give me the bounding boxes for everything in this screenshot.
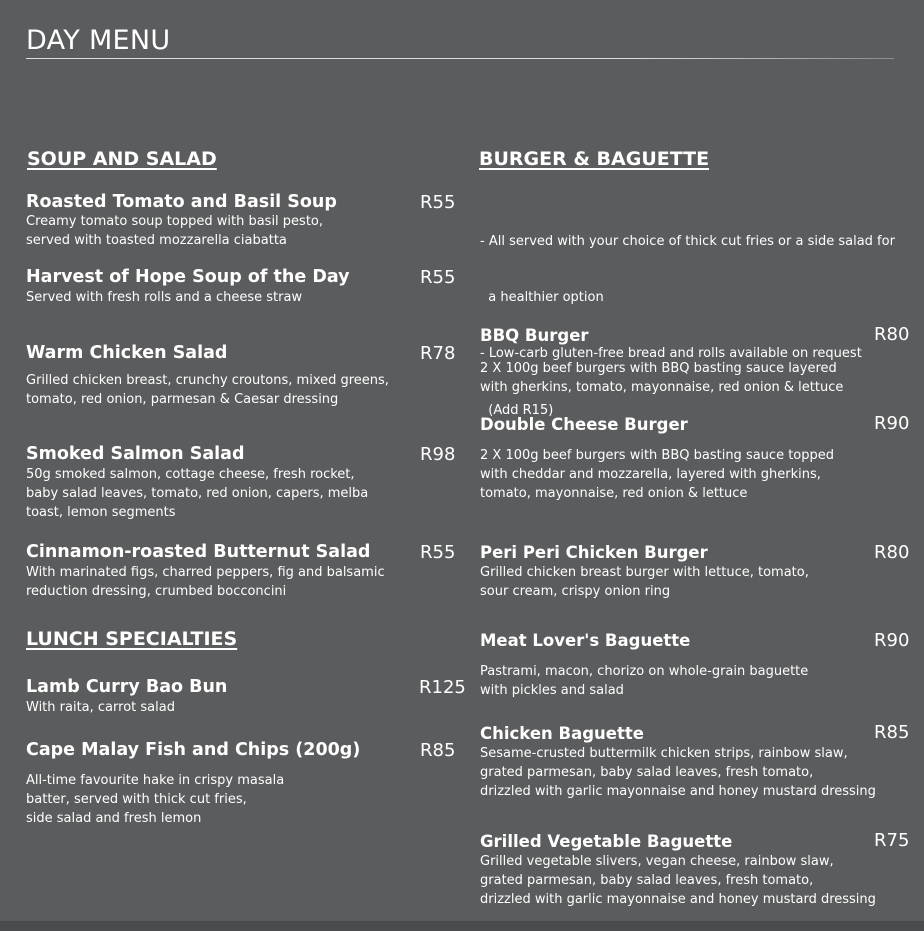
menu-note: - All served with your choice of thick cut fries or a side salad for a healthier option - Low-carb gluten-free bread and rolls available on request (Add R15) (480, 233, 895, 418)
menu-item-name: Roasted Tomato and Basil Soup (26, 192, 337, 212)
menu-item-description: With raita, carrot salad (26, 700, 175, 715)
menu-item-price: R55 (420, 542, 456, 563)
menu-item-description: With marinated figs, charred peppers, fig and balsamic reduction dressing, crumbed bocconcini (26, 565, 385, 599)
menu-item-price: R90 (874, 413, 910, 434)
menu-item-description: Pastrami, macon, chorizo on whole-grain baguette with pickles and salad (480, 664, 809, 698)
menu-item-description: Grilled chicken breast, crunchy croutons, mixed greens, tomato, red onion, parmesan & Caesar dressing (26, 373, 389, 407)
menu-item-price: R80 (874, 542, 910, 563)
menu-item-price: R55 (420, 267, 456, 288)
menu-item-description: 2 X 100g beef burgers with BBQ basting sauce layered with gherkins, tomato, mayonnaise, red onion & lettuce (480, 361, 844, 395)
menu-item-description: Served with fresh rolls and a cheese straw (26, 290, 303, 305)
menu-item-name: Harvest of Hope Soup of the Day (26, 267, 350, 287)
menu-item-name: Peri Peri Chicken Burger (480, 543, 708, 562)
menu-item-price: R125 (419, 677, 466, 698)
menu-item-name: Lamb Curry Bao Bun (26, 677, 228, 697)
menu-item-description: 50g smoked salmon, cottage cheese, fresh rocket, baby salad leaves, tomato, red onion, capers, melba toast, lemon segments (26, 467, 369, 520)
menu-item-name: Smoked Salmon Salad (26, 444, 245, 464)
menu-item-price: R85 (420, 740, 456, 761)
menu-item-description: Grilled chicken breast burger with lettuce, tomato, sour cream, crispy onion ring (480, 565, 809, 599)
menu-item-name: Cape Malay Fish and Chips (200g) (26, 740, 361, 760)
section-heading-burger-baguette: BURGER & BAGUETTE (479, 148, 710, 170)
menu-item-name: Warm Chicken Salad (26, 343, 228, 363)
menu-item-name: Cinnamon-roasted Butternut Salad (26, 542, 371, 562)
menu-item-name: Chicken Baguette (480, 724, 644, 743)
menu-item-description: Grilled vegetable slivers, vegan cheese, rainbow slaw, grated parmesan, baby salad leaves, fresh tomato, drizzled with garlic mayonnaise and honey mustard dressing (480, 854, 876, 907)
bottom-border (0, 921, 924, 931)
menu-item-name: Meat Lover's Baguette (480, 631, 691, 650)
menu-item-description: Creamy tomato soup topped with basil pesto, served with toasted mozzarella ciabatta (26, 214, 324, 248)
menu-item-price: R75 (874, 830, 910, 851)
menu-item-name: Double Cheese Burger (480, 415, 688, 434)
menu-item-price: R78 (420, 343, 456, 364)
menu-item-description: Sesame-crusted buttermilk chicken strips, rainbow slaw, grated parmesan, baby salad leaves, fresh tomato, drizzled with garlic mayonnaise and honey mustard dressing (480, 746, 876, 799)
menu-item-name: Grilled Vegetable Baguette (480, 832, 733, 851)
menu-item-price: R55 (420, 192, 456, 213)
section-heading-lunch-specialties: LUNCH SPECIALTIES (26, 628, 238, 650)
menu-item-price: R98 (420, 444, 456, 465)
menu-item-price: R85 (874, 722, 910, 743)
page-title: DAY MENU (26, 25, 171, 56)
title-divider (26, 58, 894, 59)
menu-item-price: R80 (874, 324, 910, 345)
section-heading-soup-salad: SOUP AND SALAD (27, 148, 217, 170)
menu-item-description: All-time favourite hake in crispy masala batter, served with thick cut fries, side salad and fresh lemon (26, 773, 285, 826)
menu-item-name: BBQ Burger (480, 326, 589, 345)
menu-item-description: 2 X 100g beef burgers with BBQ basting sauce topped with cheddar and mozzarella, layered with gherkins, tomato, mayonnaise, red onion & lettuce (480, 448, 835, 501)
menu-item-price: R90 (874, 630, 910, 651)
